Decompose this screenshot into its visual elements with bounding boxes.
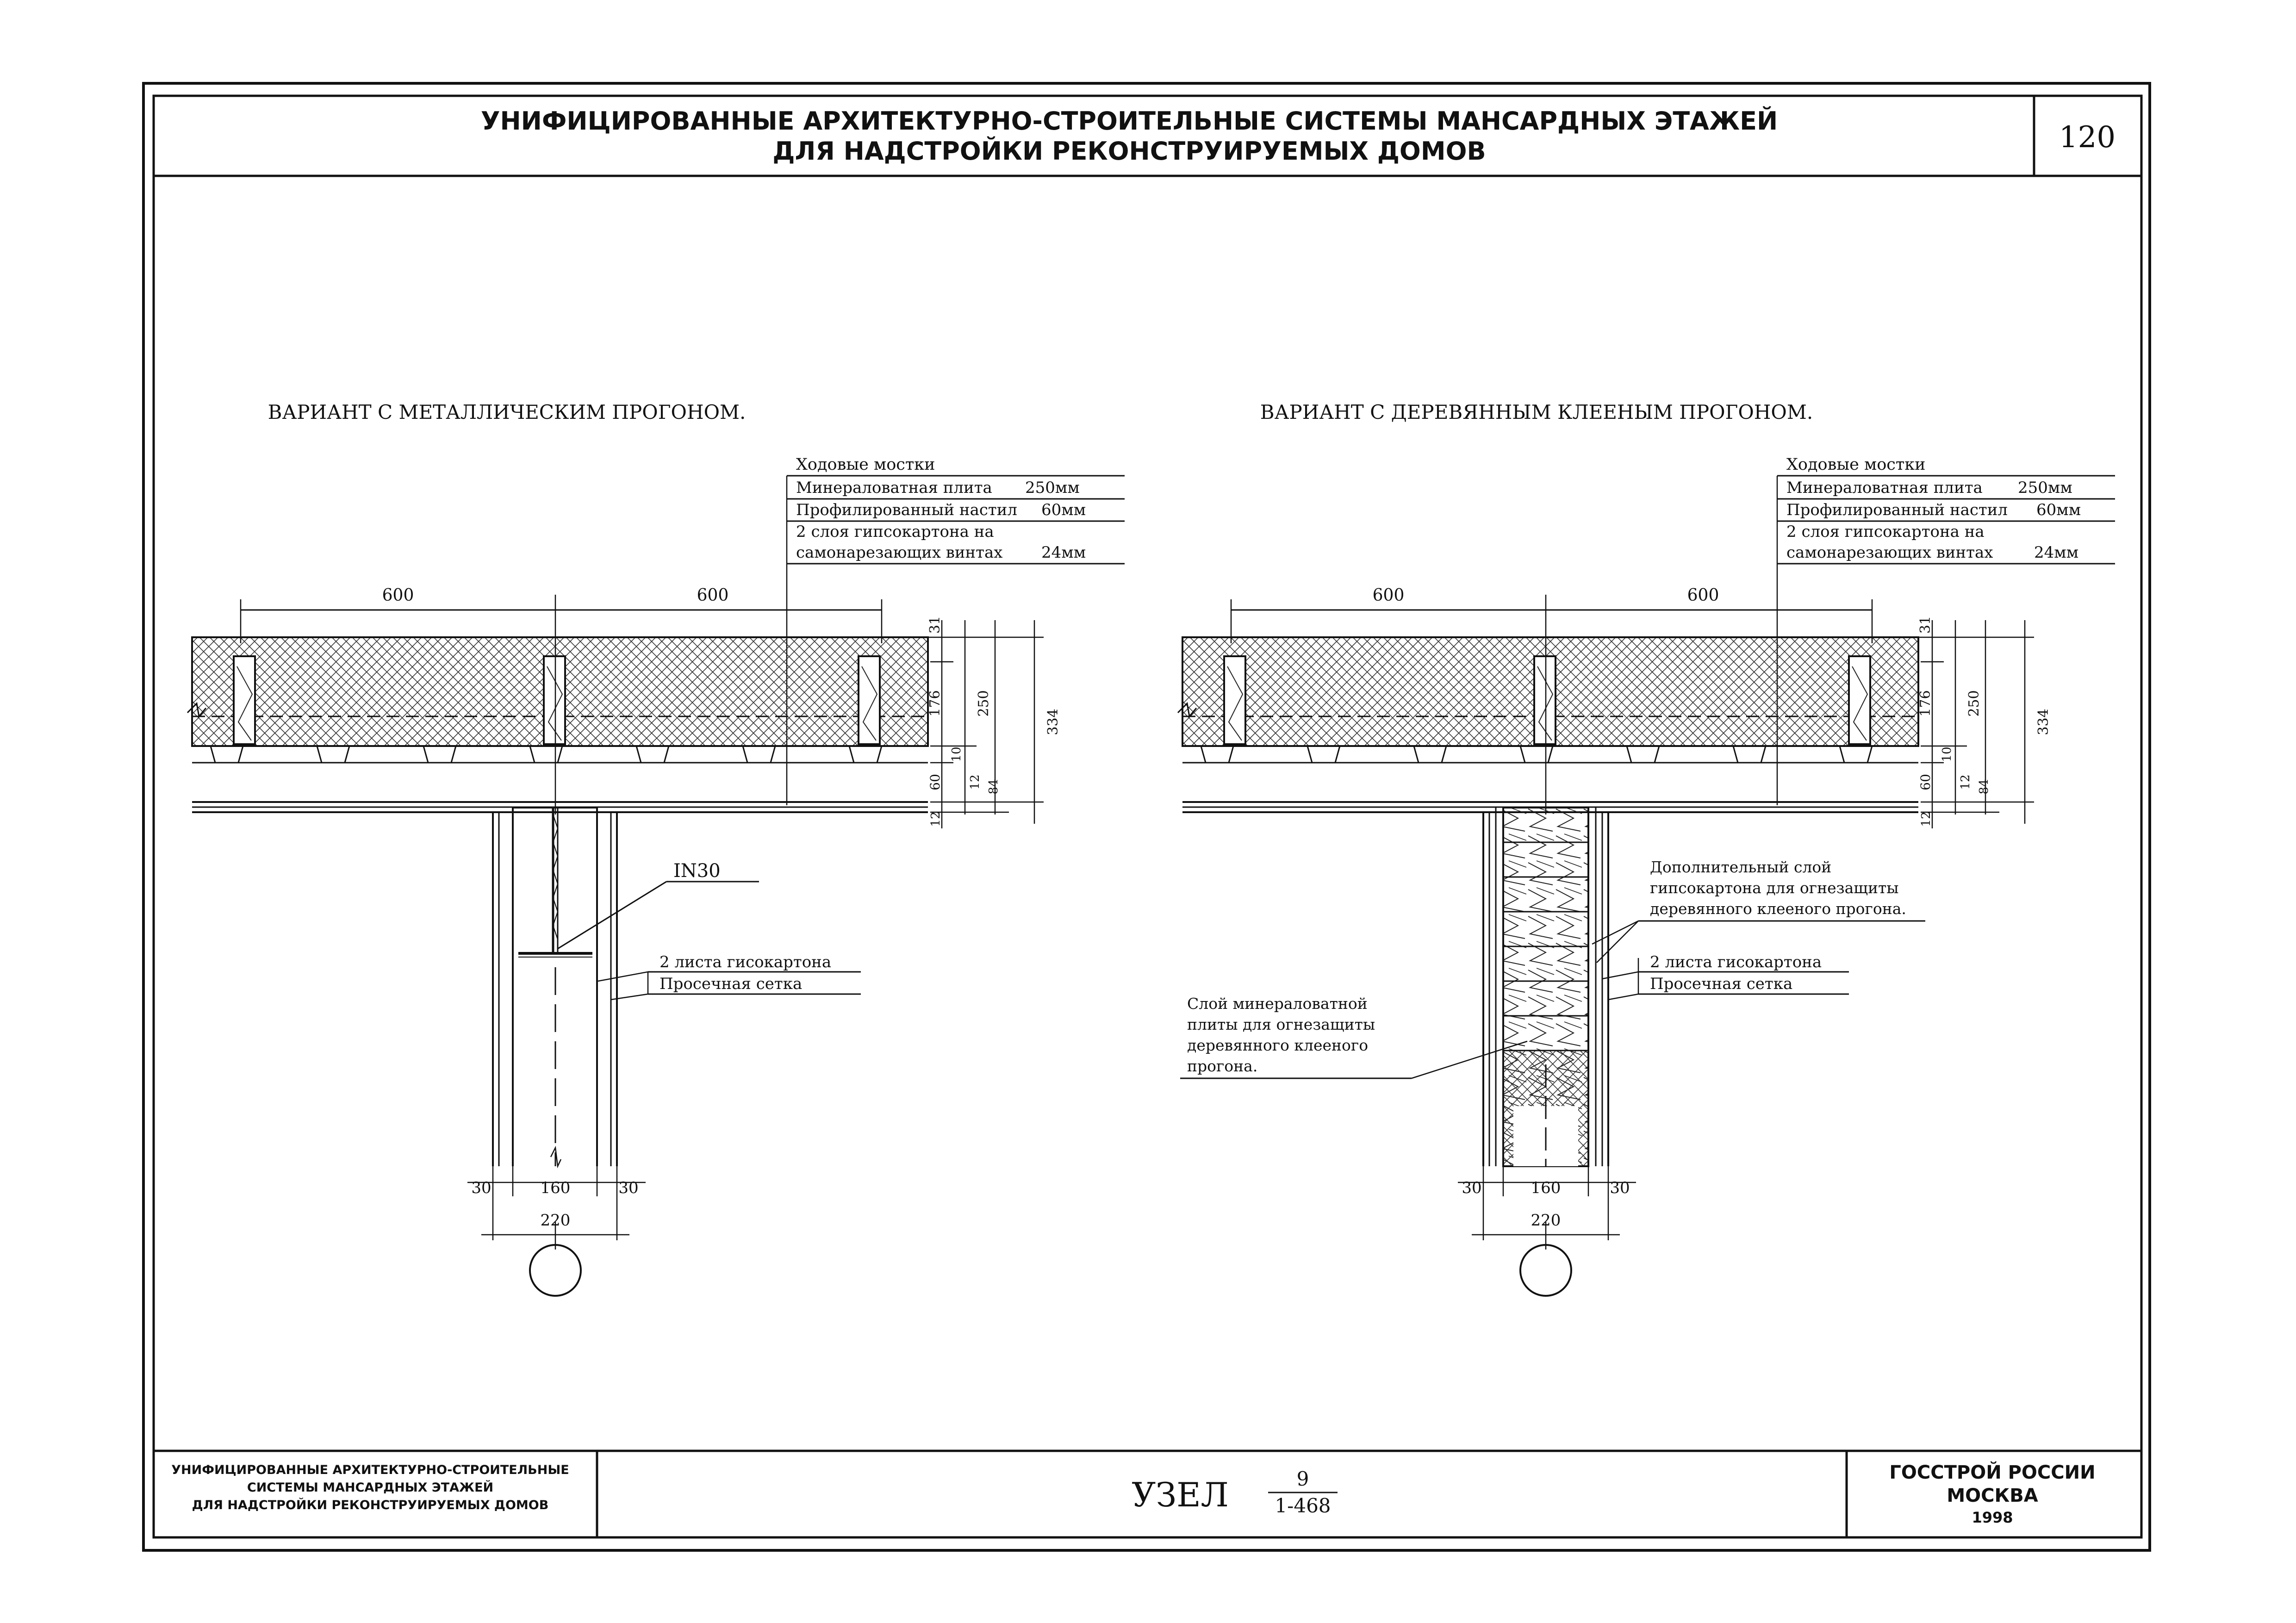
right-note1-line1: Дополнительный слой — [1650, 858, 1832, 876]
left-legend-row3a: 2 слоя гипсокартона на — [796, 522, 994, 541]
left-dim-334: 334 — [1045, 709, 1061, 735]
right-caption: ВАРИАНТ С ДЕРЕВЯННЫМ КЛЕЕНЫМ ПРОГОНОМ. — [1260, 401, 1813, 423]
left-roof-section — [187, 595, 1044, 828]
left-variant — [187, 401, 1125, 1296]
right-glulam-beam — [1483, 808, 1608, 1166]
right-legend-row2-value: 60мм — [2036, 501, 2081, 519]
right-dim-12b: 12 — [1919, 811, 1933, 827]
right-dim-12a: 12 — [1959, 774, 1972, 790]
left-dim-12a: 12 — [968, 774, 982, 790]
right-legend-row2: Профилированный настил — [1786, 501, 2008, 519]
left-legend-row3b: самонарезающих винтах — [796, 543, 1003, 562]
left-legend-row3-value: 24мм — [1041, 543, 1086, 562]
right-dim-334: 334 — [2035, 709, 2052, 735]
right-legend-row3b: самонарезающих винтах — [1786, 543, 1993, 562]
page-number: 120 — [2059, 120, 2116, 155]
left-dim-30b: 30 — [618, 1179, 639, 1197]
right-roof-section — [1178, 595, 2034, 828]
left-legend-row2-value: 60мм — [1041, 501, 1086, 519]
right-dim-84: 84 — [1977, 779, 1991, 795]
left-dim-30a: 30 — [471, 1179, 492, 1197]
right-callout1: 2 листа гисокартона — [1650, 953, 1822, 971]
right-dim-160: 160 — [1531, 1179, 1561, 1197]
right-dim-60: 60 — [1918, 774, 1933, 790]
org-year: 1998 — [1972, 1509, 2013, 1526]
left-dim-span1: 600 — [382, 586, 414, 605]
left-dim-160: 160 — [540, 1179, 571, 1197]
right-legend-row3a: 2 слоя гипсокартона на — [1786, 522, 1985, 541]
outer-frame — [143, 83, 2150, 1550]
node-number: 9 — [1296, 1468, 1309, 1490]
right-legend-row1-value: 250мм — [2018, 479, 2072, 497]
left-steel-beam — [493, 808, 617, 1166]
left-dim-10: 10 — [950, 746, 964, 762]
right-legend-row1: Минераловатная плита — [1786, 479, 1983, 497]
right-dim-span2: 600 — [1687, 586, 1719, 605]
footer-left-line2: СИСТЕМЫ МАНСАРДНЫХ ЭТАЖЕЙ — [247, 1480, 494, 1495]
left-dim-84: 84 — [987, 779, 1001, 795]
node-label: УЗЕЛ — [1132, 1475, 1229, 1514]
inner-frame — [154, 96, 2141, 1537]
right-note2-line1: Слой минераловатной — [1187, 995, 1368, 1013]
left-callout2: Просечная сетка — [660, 975, 803, 993]
left-axis-marker — [530, 1245, 581, 1296]
footer-left-line3: ДЛЯ НАДСТРОЙКИ РЕКОНСТРУИРУЕМЫХ ДОМОВ — [192, 1498, 549, 1512]
left-dim-220: 220 — [540, 1211, 571, 1230]
left-legend-row1-value: 250мм — [1025, 479, 1080, 497]
right-callout2: Просечная сетка — [1650, 975, 1793, 993]
right-note2-line4: прогона. — [1187, 1057, 1258, 1075]
right-dim-30a: 30 — [1462, 1179, 1482, 1197]
node-series: 1-468 — [1275, 1494, 1331, 1517]
right-note1-line3: деревянного клееного прогона. — [1650, 900, 1906, 918]
left-dim-250: 250 — [976, 690, 992, 717]
footer-left-line1: УНИФИЦИРОВАННЫЕ АРХИТЕКТУРНО-СТРОИТЕЛЬНЫЕ — [171, 1463, 569, 1477]
left-callout1: 2 листа гисокартона — [660, 953, 832, 971]
header-title-line2: ДЛЯ НАДСТРОЙКИ РЕКОНСТРУИРУЕМЫХ ДОМОВ — [772, 137, 1486, 166]
left-legend-row2: Профилированный настил — [796, 501, 1017, 519]
left-dim-176: 176 — [927, 690, 943, 717]
right-dim-176: 176 — [1917, 690, 1934, 717]
left-dim-span2: 600 — [697, 586, 729, 605]
right-note2-line3: деревянного клееного — [1187, 1036, 1369, 1054]
right-dim-10: 10 — [1940, 746, 1954, 762]
left-dim-31: 31 — [927, 616, 943, 634]
right-dim-250: 250 — [1966, 690, 1982, 717]
right-note2-line2: плиты для огнезащиты — [1187, 1015, 1375, 1033]
org-name: ГОССТРОЙ РОССИИ — [1889, 1462, 2096, 1483]
org-city: МОСКВА — [1947, 1485, 2038, 1506]
right-legend-title: Ходовые мостки — [1786, 455, 1926, 474]
right-dim-span1: 600 — [1372, 586, 1405, 605]
right-axis-marker — [1520, 1245, 1571, 1296]
title-block — [154, 1451, 2141, 1537]
left-legend-row1: Минераловатная плита — [796, 479, 992, 497]
right-variant — [1178, 401, 2115, 1296]
right-note1-line2: гипсокартона для огнезащиты — [1650, 879, 1899, 897]
left-beam-label: IN30 — [673, 860, 721, 882]
right-dim-31: 31 — [1917, 616, 1934, 634]
right-legend-row3-value: 24мм — [2034, 543, 2079, 562]
left-legend-title: Ходовые мостки — [796, 455, 935, 474]
left-dim-12b: 12 — [929, 811, 943, 827]
header-title-line1: УНИФИЦИРОВАННЫЕ АРХИТЕКТУРНО-СТРОИТЕЛЬНЫЕ СИСТЕМЫ МАНСАРДНЫХ ЭТАЖЕЙ — [480, 106, 1778, 136]
left-caption: ВАРИАНТ С МЕТАЛЛИЧЕСКИМ ПРОГОНОМ. — [268, 401, 746, 423]
right-dim-220: 220 — [1531, 1211, 1561, 1230]
left-dim-60: 60 — [927, 774, 943, 790]
right-dim-30b: 30 — [1610, 1179, 1630, 1197]
